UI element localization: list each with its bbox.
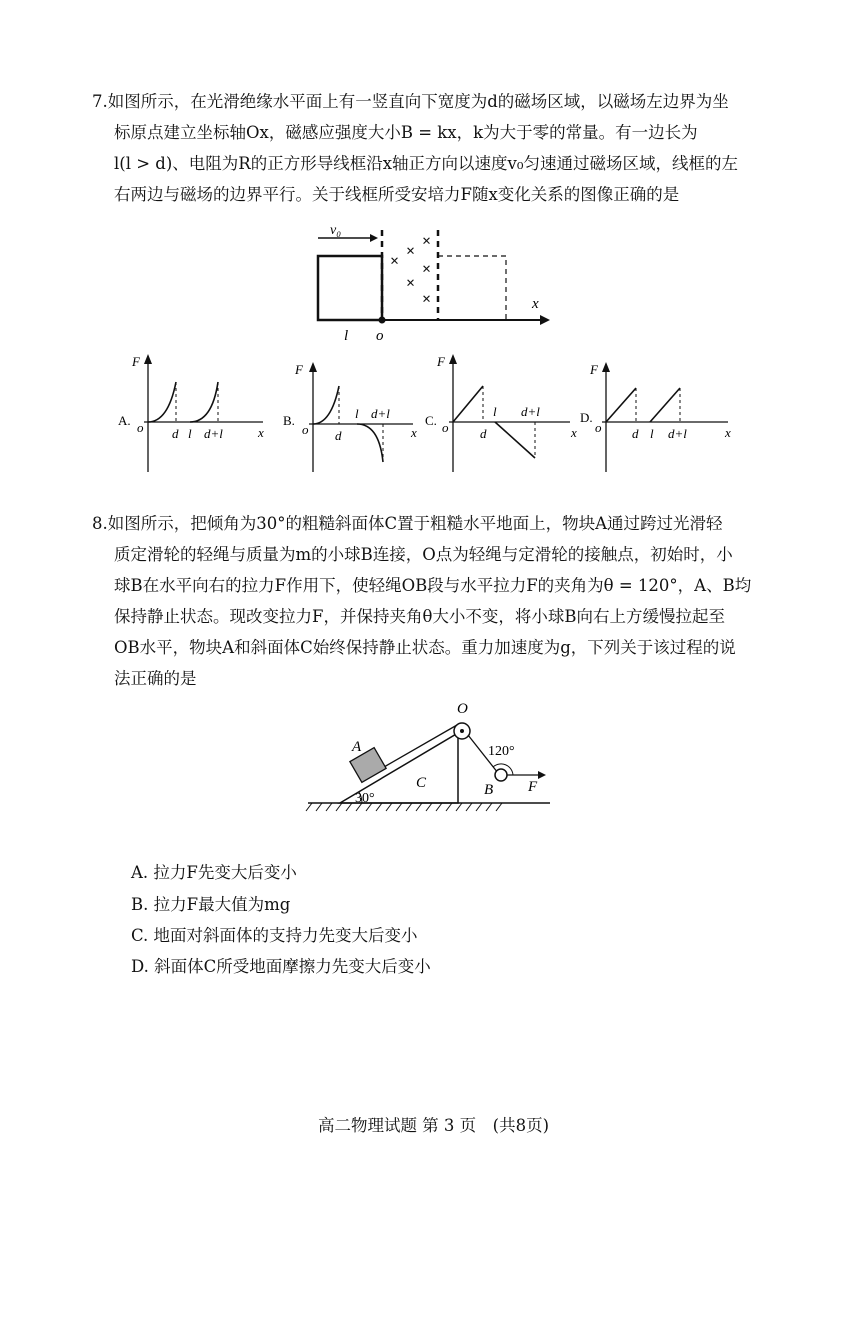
q8-option-d[interactable]: D. 斜面体C所受地面摩擦力先变大后变小 [131,957,431,976]
svg-text:d: d [172,426,179,441]
svg-text:l: l [493,404,497,419]
q8-line-2: 质定滑轮的轻绳与质量为m的小球B连接，O点为轻绳与定滑轮的接触点，初始时，小 [114,545,733,564]
q8-option-b[interactable]: B. 拉力F最大值为mg [131,895,291,914]
q8-angle-label: 120° [488,744,515,759]
svg-text:F: F [132,354,140,369]
q7-option-b-graph [283,352,433,477]
option-c-letter: C. [425,413,437,428]
svg-text:x: x [258,425,264,440]
svg-text:F: F [590,362,598,377]
q7-option-a-graph [118,352,278,477]
svg-text:×: × [406,243,416,260]
svg-text:×: × [422,233,432,250]
svg-text:×: × [422,261,432,278]
svg-text:o: o [302,422,309,437]
svg-text:x: x [571,425,577,440]
q7-option-c-graph [425,352,585,477]
svg-text:×: × [390,253,400,270]
q8-ball-b [495,769,507,781]
svg-text:x: x [725,425,731,440]
svg-text:F: F [295,362,303,377]
svg-text:d+l: d+l [204,426,223,441]
q8-incline-angle-label: 30° [355,791,375,806]
q8-o-label: O [457,701,468,717]
page-footer: 高二物理试题 第 3 页 (共8页) [317,1116,550,1135]
q7-line-3: l(l > d)、电阻为R的正方形导线框沿x轴正方向以速度v₀匀速通过磁场区域，线框的左 [114,154,738,173]
q8-line-3: 球B在水平向右的拉力F作用下，使轻绳OB段与水平拉力F的夹角为θ = 120°，A、B均 [114,576,752,595]
svg-text:d+l: d+l [521,404,540,419]
q7-l-label: l [344,328,349,344]
q8-line-6: 法正确的是 [114,669,197,688]
q8-option-c[interactable]: C. 地面对斜面体的支持力先变大后变小 [131,926,418,945]
option-b-letter: B. [283,413,295,428]
svg-text:o: o [442,420,449,435]
svg-text:l: l [188,426,192,441]
q7-line-1: 7.如图所示，在光滑绝缘水平面上有一竖直向下宽度为d的磁场区域，以磁场左边界为坐 [92,92,729,111]
svg-text:×: × [406,275,416,292]
q8-line-5: OB水平，物块A和斜面体C始终保持静止状态。重力加速度为g，下列关于该过程的说 [114,638,736,657]
svg-text:o: o [137,420,144,435]
q8-a-label: A [352,739,362,755]
q7-figure [300,222,560,347]
svg-text:F: F [437,354,445,369]
q7-x-label: x [532,296,539,312]
q7-option-d-graph [580,352,740,477]
q8-f-label: F [528,779,538,795]
q8-line-1: 8.如图所示，把倾角为30°的粗糙斜面体C置于粗糙水平地面上，物块A通过跨过光滑轻 [92,514,723,533]
option-a-letter: A. [118,413,131,428]
q8-line-4: 保持静止状态。现改变拉力F，并保持夹角θ大小不变，将小球B向右上方缓慢拉起至 [114,607,726,626]
q8-c-label: C [416,775,427,791]
option-d-letter: D. [580,410,593,425]
q8-b-label: B [484,782,494,798]
q7-field-crosses [390,233,431,308]
svg-text:d: d [480,426,487,441]
svg-text:d: d [632,426,639,441]
q7-square-frame [318,256,382,320]
q7-v0-label: v₀ [330,223,342,238]
svg-text:l: l [650,426,654,441]
question-7 [92,86,792,210]
svg-text:l: l [355,406,359,421]
q7-o-label: o [376,328,384,344]
q8-figure [300,695,560,820]
svg-text:o: o [595,420,602,435]
svg-text:d+l: d+l [371,406,390,421]
svg-text:d: d [335,428,342,443]
q8-option-a[interactable]: A. 拉力F先变大后变小 [131,863,297,882]
q7-line-2: 标原点建立坐标轴Ox，磁感应强度大小B = kx，k为大于零的常量。有一边长为 [114,123,698,142]
q7-line-4: 右两边与磁场的边界平行。关于线框所受安培力F随x变化关系的图像正确的是 [114,185,680,204]
svg-text:x: x [411,425,417,440]
svg-text:×: × [422,291,432,308]
question-8 [92,508,792,694]
q8-number: 8. [92,514,108,533]
svg-text:d+l: d+l [668,426,687,441]
q7-number: 7. [92,92,108,111]
